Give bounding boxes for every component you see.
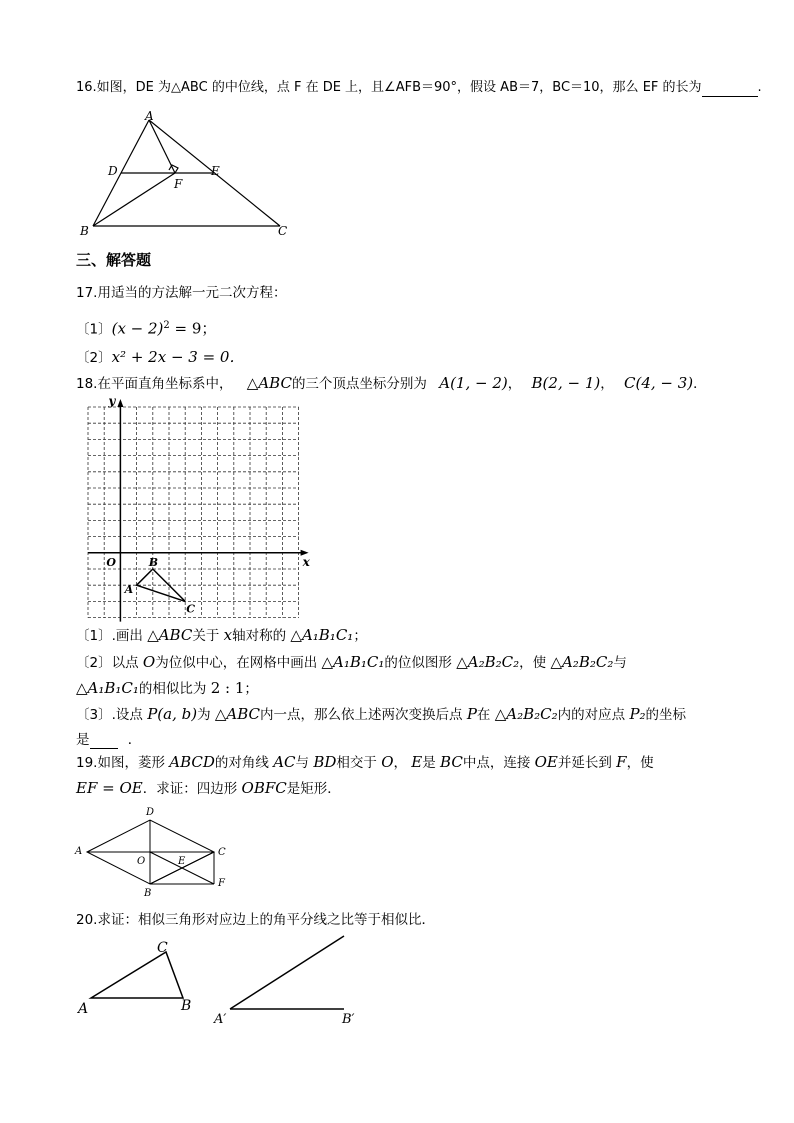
segment-af bbox=[149, 120, 175, 173]
q20-figure bbox=[76, 934, 376, 1027]
q17-part1: 〔1〕$(x - 2)^2 = 9$； bbox=[76, 319, 217, 338]
q17-part2: 〔2〕x² + 2x − 3 = 0． bbox=[76, 348, 245, 366]
answer-blank[interactable] bbox=[702, 82, 758, 97]
label-b: B bbox=[80, 224, 89, 238]
label-b-prime: B′ bbox=[342, 1012, 355, 1027]
q19-text: 19.如图，菱形 ABCD的对角线 AC与 BD相交于 O， E是 BC中点，连接 OE并延长到 F，使 bbox=[76, 753, 654, 771]
label-d: D bbox=[108, 164, 118, 178]
label-a: A bbox=[78, 1001, 89, 1017]
q17-text: 17.用适当的方法解一元二次方程： bbox=[76, 285, 287, 301]
label-b: B bbox=[181, 998, 192, 1014]
label-c: C bbox=[278, 224, 288, 238]
q20-text: 20.求证：相似三角形对应边上的角平分线之比等于相似比． bbox=[76, 912, 435, 928]
label-a-prime: A′ bbox=[214, 1012, 227, 1027]
label-a: A bbox=[75, 846, 83, 857]
point-label-a: A bbox=[124, 583, 134, 597]
section-title: 三、解答题 bbox=[76, 251, 152, 269]
label-a: A bbox=[145, 109, 154, 123]
label-c: C bbox=[157, 940, 168, 956]
y-axis-arrow bbox=[117, 399, 123, 407]
q16-figure bbox=[80, 110, 310, 240]
label-b: B bbox=[144, 888, 152, 899]
ray-a-prime bbox=[230, 936, 344, 1009]
q18-part3: 〔3〕.设点 P(a, b)为 △ABC内一点，那么依上述两次变换后点 P在 △A₂B₂C₂内的对应点 P₂的坐标 bbox=[76, 705, 687, 723]
label-f: F bbox=[174, 177, 183, 191]
y-axis-label: y bbox=[108, 394, 116, 408]
origin-label: O bbox=[106, 555, 116, 569]
x-axis-label: x bbox=[302, 554, 310, 569]
coordinate-grid bbox=[80, 395, 310, 617]
answer-blank[interactable] bbox=[90, 734, 118, 749]
label-f: F bbox=[218, 878, 225, 889]
triangle-abc bbox=[91, 952, 183, 998]
q18-part2-cont: △A₁B₁C₁的相似比为 2 : 1； bbox=[76, 679, 258, 697]
label-e: E bbox=[178, 856, 186, 867]
point-label-b: B bbox=[148, 556, 159, 569]
label-e: E bbox=[211, 164, 220, 178]
q19-figure bbox=[74, 804, 234, 898]
label-o: O bbox=[137, 856, 146, 867]
q19-text-cont: EF = OE．求证：四边形 OBFC是矩形． bbox=[76, 779, 341, 797]
segment-bf bbox=[93, 173, 175, 226]
q18-text: 18.在平面直角坐标系中， △ABC的三个顶点坐标分别为 A(1, − 2)， B(2, − 1)， C(4, − 3)． bbox=[76, 374, 707, 392]
label-d: D bbox=[146, 807, 155, 818]
q18-part2: 〔2〕以点 O为位似中心，在网格中画出 △A₁B₁C₁的位似图形 △A₂B₂C₂，使 △A₂B₂C₂与 bbox=[76, 653, 627, 671]
q18-part3-cont: 是 ． bbox=[76, 732, 142, 748]
q16-text: 16.如图，DE 为△ABC 的中位线，点 F 在 DE 上，且∠AFB＝90°，假设 AB＝7，BC＝10，那么 EF 的长为 . bbox=[76, 80, 762, 95]
q18-part1: 〔1〕.画出 △ABC关于 x轴对称的 △A₁B₁C₁； bbox=[76, 626, 367, 644]
point-label-c: C bbox=[186, 602, 195, 616]
label-c: C bbox=[218, 847, 226, 858]
